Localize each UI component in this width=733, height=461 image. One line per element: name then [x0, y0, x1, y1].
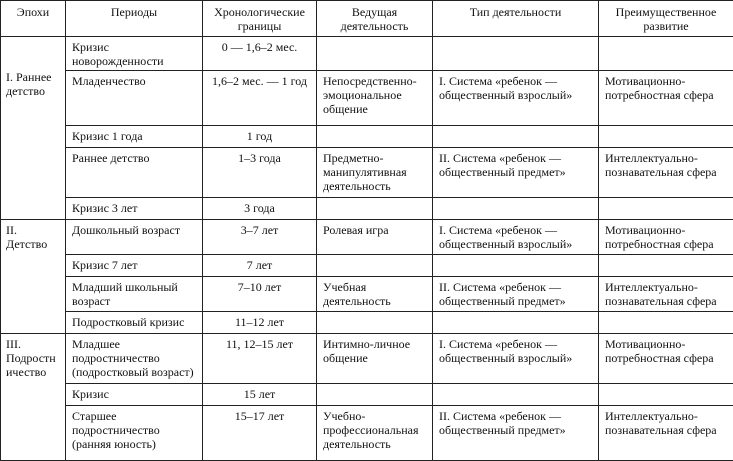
type-cell [433, 126, 599, 148]
dominant-cell [599, 384, 733, 406]
header-row [1, 1, 733, 37]
period-cell: Кризис 1 года [66, 126, 203, 148]
type-cell: II. Система «ребенок — общественный предмет» [433, 406, 599, 461]
table-row [1, 37, 733, 71]
table-row [1, 312, 733, 334]
type-cell: I. Система «ребенок — общественный взрослый» [433, 334, 599, 384]
table-row [1, 384, 733, 406]
period-cell: Младенчество [66, 71, 203, 126]
leading-cell [317, 384, 433, 406]
chrono-cell: 11–12 лет [203, 312, 317, 334]
leading-cell: Непосредственно-эмоциональное общение [317, 71, 433, 126]
type-cell [433, 384, 599, 406]
type-cell: II. Система «ребенок — общественный предмет» [433, 277, 599, 312]
table-row [1, 198, 733, 220]
era-cell [1, 334, 66, 461]
period-cell: Кризис 7 лет [66, 255, 203, 277]
period-cell: Кризис новорожденности [66, 37, 203, 71]
dominant-cell [599, 255, 733, 277]
table-row [1, 126, 733, 148]
dominant-cell [599, 312, 733, 334]
header-dominant: Преимущественное развитие [599, 1, 733, 37]
era-label: I. Раннее детство [6, 70, 52, 98]
type-cell [433, 37, 599, 71]
table-row [1, 406, 733, 461]
chrono-cell: 11, 12–15 лет [203, 334, 317, 384]
chrono-cell: 3–7 лет [203, 220, 317, 255]
header-chrono: Хронологические границы [203, 1, 317, 37]
header-era: Эпохи [1, 1, 66, 37]
leading-cell: Предметно-манипулятивная деятельность [317, 148, 433, 198]
type-cell [433, 255, 599, 277]
type-cell: I. Система «ребенок — общественный взрослый» [433, 220, 599, 255]
period-cell: Младший школьный возраст [66, 277, 203, 312]
chrono-cell: 1,6–2 мес. — 1 год [203, 71, 317, 126]
period-cell: Старшее подростничество (ранняя юность) [66, 406, 203, 461]
table-row [1, 220, 733, 255]
leading-cell [317, 126, 433, 148]
header-periods: Периоды [66, 1, 203, 37]
leading-cell [317, 198, 433, 220]
table-row [1, 71, 733, 126]
period-cell: Кризис 3 лет [66, 198, 203, 220]
period-cell: Младшее подростничество (подростковый возраст) [66, 334, 203, 384]
dominant-cell: Мотивационно-потребностная сфера [599, 220, 733, 255]
era-label: III. Подростничество [6, 337, 56, 379]
period-cell: Подростковый кризис [66, 312, 203, 334]
table-row [1, 334, 733, 384]
leading-cell [317, 312, 433, 334]
period-cell: Раннее детство [66, 148, 203, 198]
leading-cell [317, 37, 433, 71]
header-type: Тип деятельности [433, 1, 599, 37]
dominant-cell: Интеллектуально-познавательная сфера [599, 406, 733, 461]
table-row [1, 255, 733, 277]
chrono-cell: 1–3 года [203, 148, 317, 198]
chrono-cell: 0 — 1,6–2 мес. [203, 37, 317, 71]
leading-cell: Интимно-личное общение [317, 334, 433, 384]
dominant-cell: Интеллектуально-познавательная сфера [599, 277, 733, 312]
type-cell: I. Система «ребенок — общественный взрослый» [433, 71, 599, 126]
leading-cell [317, 255, 433, 277]
era-label: II. Детство [6, 223, 48, 251]
chrono-cell: 1 год [203, 126, 317, 148]
dominant-cell [599, 198, 733, 220]
table-row [1, 148, 733, 198]
era-cell [1, 37, 66, 220]
period-cell: Кризис [66, 384, 203, 406]
chrono-cell: 15–17 лет [203, 406, 317, 461]
period-cell: Дошкольный возраст [66, 220, 203, 255]
leading-cell: Учебно-профессиональная деятельность [317, 406, 433, 461]
type-cell: II. Система «ребенок — общественный предмет» [433, 148, 599, 198]
chrono-cell: 15 лет [203, 384, 317, 406]
dominant-cell: Мотивационно-потребностная сфера [599, 71, 733, 126]
type-cell [433, 312, 599, 334]
era-cell [1, 220, 66, 334]
chrono-cell: 3 года [203, 198, 317, 220]
dominant-cell: Интеллектуально-познавательная сфера [599, 148, 733, 198]
chrono-cell: 7–10 лет [203, 277, 317, 312]
leading-cell: Учебная деятельность [317, 277, 433, 312]
leading-cell: Ролевая игра [317, 220, 433, 255]
header-leading: Ведущая деятельность [317, 1, 433, 37]
dominant-cell: Мотивационно-потребностная сфера [599, 334, 733, 384]
chrono-cell: 7 лет [203, 255, 317, 277]
dominant-cell [599, 37, 733, 71]
table-row [1, 277, 733, 312]
dominant-cell [599, 126, 733, 148]
type-cell [433, 198, 599, 220]
